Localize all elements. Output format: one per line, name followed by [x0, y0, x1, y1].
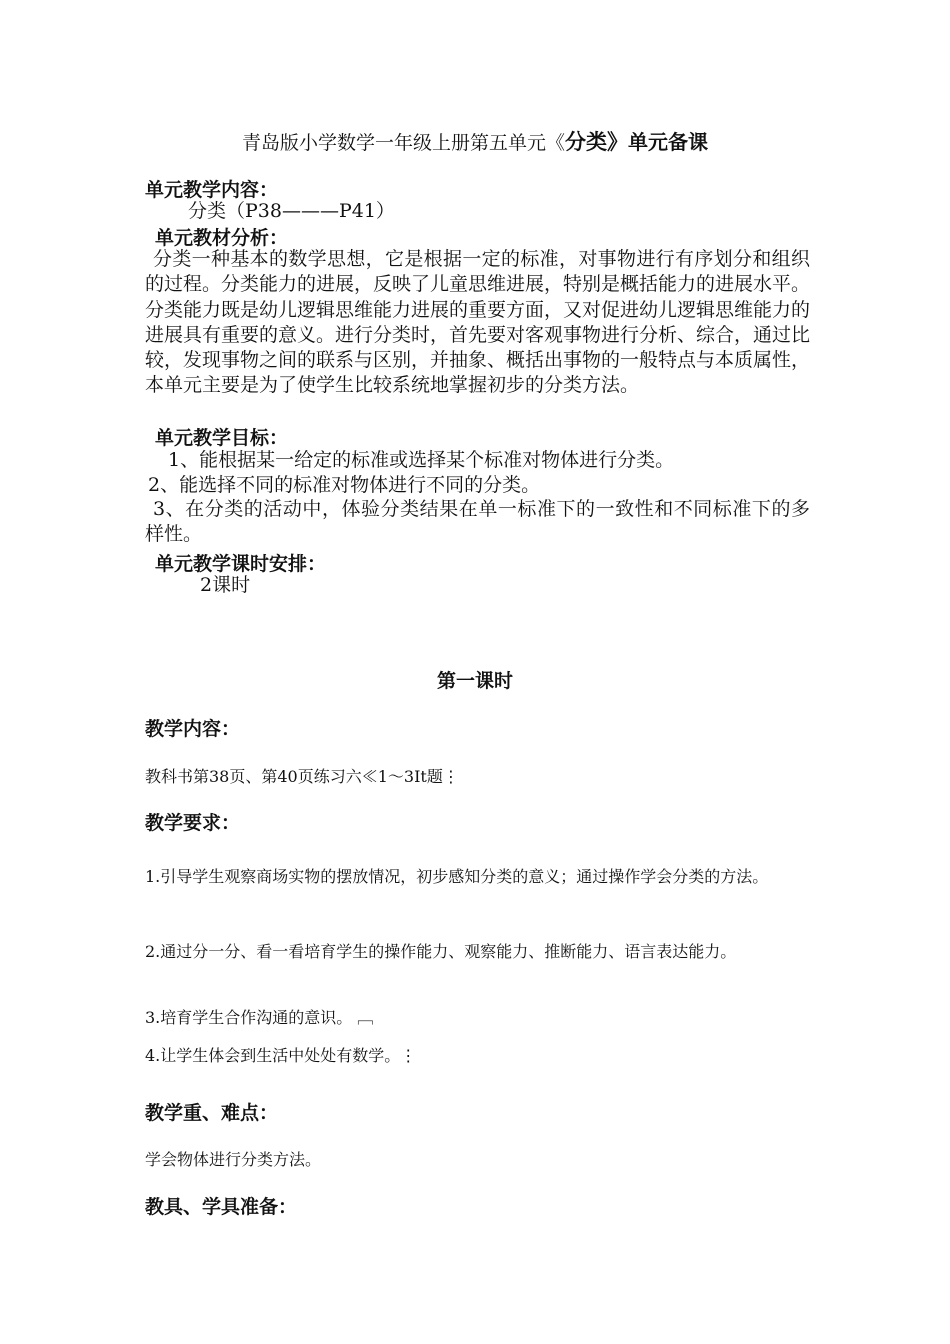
- title-bold: 分类》: [565, 129, 628, 154]
- lesson1-content-heading: 教学内容：: [145, 718, 241, 740]
- lesson1-key-text: 学会物体进行分类方法。: [145, 1150, 322, 1169]
- unit-analysis-text: 分类一种基本的数学思想，它是根据一定的标准，对事物进行有序划分和组织的过程。分类能力的进展，反映了儿童思维进展，特别是概括能力的进展水平。分类能力既是幼儿逻辑思维能力进展的重要方面，又对促进幼儿逻辑思维能力的进展具有重要的意义。进行分类时，首先要对客观事物进行分析、综合，通过比较，发现事物之间的联系与区别，并抽象、概括出事物的一般特点与本质属性，本单元主要是为了使学生比较系统地掌握初步的分类方法。: [145, 248, 811, 397]
- unit-goals-heading: 单元教学目标：: [155, 427, 289, 449]
- lesson1-key-heading: 教学重、难点：: [145, 1102, 279, 1124]
- document-title: [0, 126, 950, 156]
- unit-goal-3: 3、在分类的活动中，体验分类结果在单一标准下的一致性和不同标准下的多样性。: [145, 498, 810, 546]
- lesson1-req-1: 1.引导学生观察商场实物的摆放情况，初步感知分类的意义；通过操作学会分类的方法。: [145, 867, 769, 886]
- lesson1-req-4: 4.让学生体会到生活中处处有数学。⋮: [145, 1046, 417, 1065]
- lesson1-req-2: 2.通过分一分、看一看培育学生的操作能力、观察能力、推断能力、语言表达能力。: [145, 942, 737, 961]
- lesson1-title: 第一课时: [436, 670, 513, 692]
- lesson1-req-heading: 教学要求：: [145, 812, 241, 834]
- title-prefix: 青岛版小学数学一年级上册第五单元《: [241, 132, 565, 154]
- unit-goal-2: 2、能选择不同的标准对物体进行不同的分类。: [148, 474, 541, 496]
- lesson1-req-3: [145, 1005, 373, 1028]
- unit-schedule-heading: 单元教学课时安排：: [155, 553, 327, 575]
- unit-schedule-text: 2课时: [200, 574, 251, 596]
- unit-content-text: 分类（P38———P41）: [188, 200, 395, 222]
- lesson1-tools-heading: 教具、学具准备：: [145, 1196, 298, 1218]
- lesson1-content-text: 教科书第38页、第40页练习六≪1～3Ⅰt题⋮: [145, 767, 459, 786]
- unit-goal-1: 1、能根据某一给定的标准或选择某个标准对物体进行分类。: [168, 449, 675, 471]
- lesson1-req-3-mark: ﹇: [357, 1008, 374, 1027]
- unit-content-heading: 单元教学内容：: [145, 179, 279, 201]
- title-suffix: 单元备课: [628, 130, 708, 154]
- lesson1-req-3-text: 3.培育学生合作沟通的意识。: [145, 1008, 353, 1027]
- unit-analysis-heading: 单元教材分析：: [155, 227, 289, 249]
